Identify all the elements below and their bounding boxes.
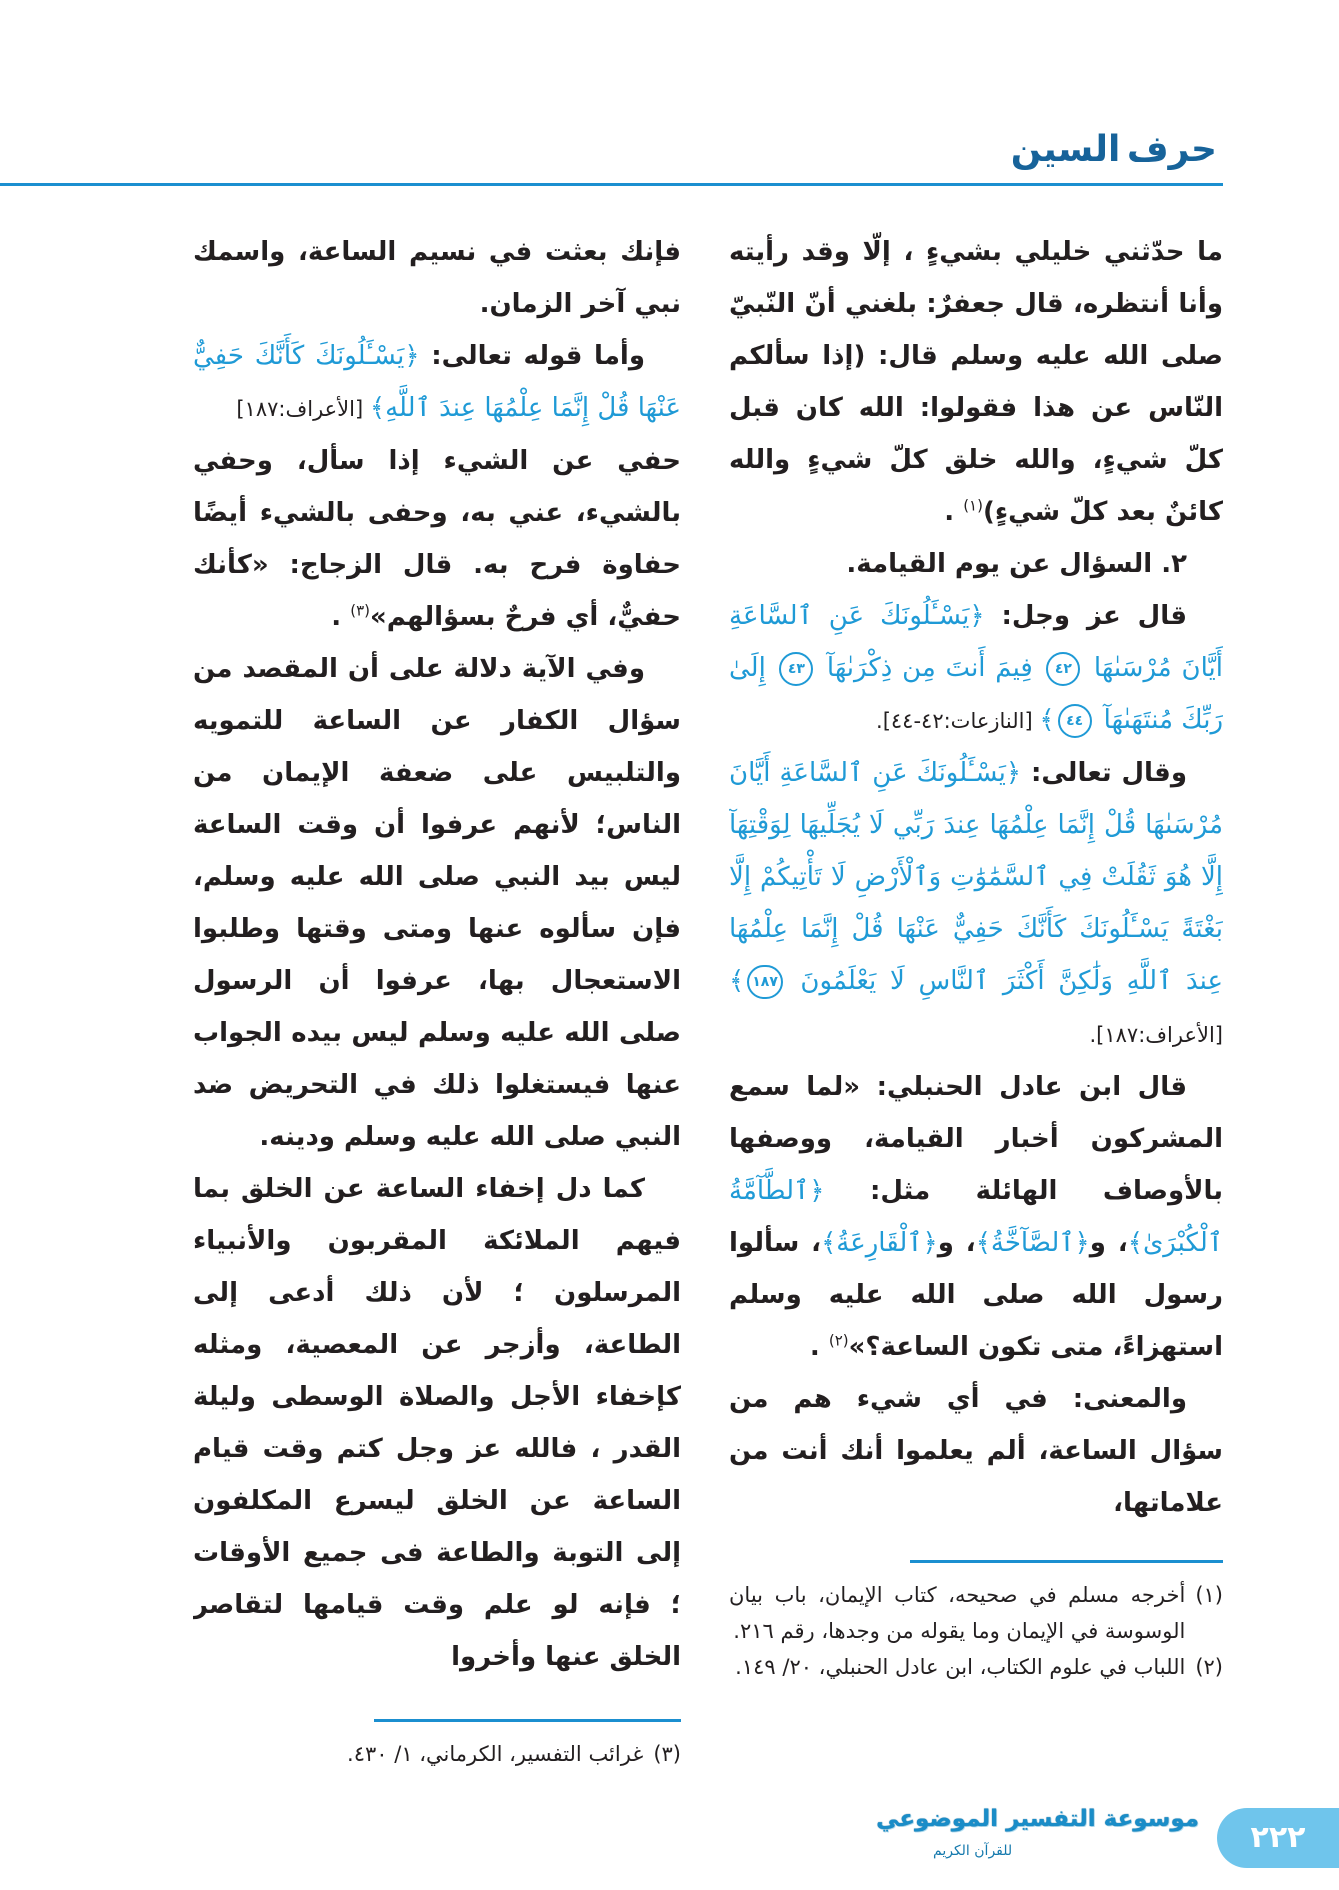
body-paragraph: وفي الآية دلالة على أن المقصد من سؤال الكفار عن الساعة للتمويه والتلبيس على ضعفة الإيمان من الناس؛ لأنهم عرفوا أن وقت الساعة ليس بيد النبي صلى الله عليه وسلم، فإن سألوه عنها ومتى وقتها وطلبوا الاستعجال بها، عرفوا أن الرسول صلى الله عليه وسلم ليس بيده الجواب عنها فيستغلوا ذلك في التحريض ضد النبي صلى الله عليه وسلم ودينه.	[193, 654, 681, 1152]
verse-intro: وقال تعالى:	[1021, 758, 1187, 788]
header-rule	[0, 183, 1223, 186]
logo-subtitle: للقرآن الكريم	[933, 1843, 1013, 1859]
definition-text: حفي عن الشيء إذا سأل، وحفي بالشيء، عني به، وحفى بالشيء أيضًا حفاوة فرح به. قال الزجاج: «كأنك حفيٌّ، أي فرحٌ بسؤالهم»	[193, 446, 681, 632]
verse-intro: قال عز وجل:	[984, 601, 1187, 631]
quote-rest: ، سألوا رسول الله صلى الله عليه وسلم استهزاءً، متى تكون الساعة؟»	[729, 1228, 1223, 1362]
separator-text: ، و	[937, 1228, 976, 1258]
section-heading: ٢. السؤال عن يوم القيامة.	[846, 549, 1187, 579]
chapter-header-title: حرف السين	[1010, 129, 1217, 170]
footnote-item	[193, 1736, 681, 1772]
ibn-adil-quote-paragraph	[729, 1061, 1223, 1373]
footnote-text: أخرجه مسلم في صحيحه، كتاب الإيمان، باب بيان الوسوسة في الإيمان وما يقوله من وجدها، رقم ٢١٦.	[729, 1583, 1186, 1643]
continuation-paragraph: فإنك بعثت في نسيم الساعة، واسمك نبي آخر الزمان.	[193, 237, 681, 319]
quran-term: ﴿ٱلصَّآخَّةُ﴾	[975, 1228, 1090, 1258]
ayah-number-marker: ١٨٧	[747, 965, 783, 999]
left-column	[193, 226, 681, 1700]
footnote-text: غرائب التفسير، الكرماني، ١/ ٤٣٠.	[347, 1742, 644, 1766]
quran-verse: إِلَىٰ رَبِّكَ مُنتَهَىٰهَآ	[729, 653, 1223, 735]
right-column	[729, 226, 1223, 1551]
body-paragraph: كما دل إخفاء الساعة عن الخلق بما فيهم الملائكة المقربون والأنبياء المرسلون ؛ لأن ذلك أدعى إلى الطاعة، وأزجر عن المعصية، ومثله كإخفاء الأجل والصلاة الوسطى وليلة القدر ، فالله عز وجل كتم وقت قيام الساعة عن الخلق ليسرع المكلفون إلى التوبة والطاعة فى جميع الأوقات ؛ فإنه لو علم وقت قيامها لتقاصر الخلق عنها وأخروا	[193, 1174, 681, 1672]
footnote-number: (٢)	[1195, 1655, 1223, 1679]
quran-verse: ﴿يَسْـَٔلُونَكَ عَنِ ٱلسَّاعَةِ أَيَّانَ مُرْسَىٰهَا	[729, 601, 1223, 683]
verse-paragraph	[193, 330, 681, 435]
definition-paragraph	[193, 435, 681, 643]
surah-citation: [النازعات:٤٢-٤٤].	[876, 709, 1040, 733]
hadith-text: ما حدّثني خليلي بشيءٍ ، إلّا وقد رأيته وأنا أنتظره، قال جعفرٌ: بلغني أنّ النّبيّ صلى الله عليه وسلم قال: (إذا سألكم النّاس عن هذا فقولوا: الله كان قبل كلّ شيءٍ، والله خلق كلّ شيءٍ والله كائنٌ بعد كلّ شيءٍ)	[729, 237, 1223, 527]
footnote-ref-3: (٣)	[350, 601, 370, 620]
footnote-item	[729, 1649, 1223, 1685]
right-footnotes	[729, 1560, 1223, 1685]
footnote-number: (١)	[1195, 1583, 1223, 1607]
verse-close-bracket: ﴾	[729, 966, 745, 996]
quran-term: ﴿ٱلطَّآمَّةُ ٱلْكُبْرَىٰ﴾	[729, 1176, 1223, 1258]
quran-verse: ﴿يَسْـَٔلُونَكَ كَأَنَّكَ حَفِيٌّ عَنْهَا قُلْ إِنَّمَا عِلْمُهَا عِندَ ٱللَّهِ﴾	[193, 341, 681, 423]
paragraph-end: .	[809, 1332, 829, 1362]
footnote-separator	[910, 1560, 1223, 1563]
araf-verse-paragraph	[729, 747, 1223, 1061]
footnote-text: اللباب في علوم الكتاب، ابن عادل الحنبلي، ٢٠/ ١٤٩.	[735, 1655, 1186, 1679]
verse-intro: وأما قوله تعالى:	[419, 341, 645, 371]
quran-verse: فِيمَ أَنتَ مِن ذِكْرَىٰهَآ	[826, 653, 1033, 683]
meaning-paragraph: والمعنى: في أي شيء هم من سؤال الساعة، ألم يعلموا أنك أنت من علاماتها،	[729, 1384, 1223, 1518]
footnote-item	[729, 1577, 1223, 1649]
naziat-verse-paragraph	[729, 590, 1223, 747]
verse-close-bracket: ﴾	[1039, 705, 1055, 735]
hadith-paragraph	[729, 226, 1223, 538]
left-footnotes	[193, 1719, 681, 1772]
quote-intro: قال ابن عادل الحنبلي: «لما سمع المشركون أخبار القيامة، ووصفها بالأوصاف الهائلة مثل:	[729, 1072, 1223, 1206]
ayah-number-marker: ٤٤	[1058, 704, 1092, 738]
ayah-number-marker: ٤٢	[1046, 652, 1080, 686]
paragraph-end: .	[944, 497, 964, 527]
logo-title: موسوعة التفسير الموضوعي	[876, 1806, 1199, 1832]
surah-citation: [الأعراف:١٨٧]	[236, 397, 370, 421]
footnote-ref-2: (٢)	[828, 1331, 849, 1350]
separator-text: ، و	[1089, 1228, 1128, 1258]
surah-citation: [الأعراف:١٨٧].	[1089, 1023, 1223, 1047]
quran-term: ﴿ٱلْقَارِعَةُ﴾	[821, 1228, 938, 1258]
paragraph-end: .	[331, 602, 351, 632]
encyclopedia-logo	[876, 1798, 1199, 1862]
footnote-separator	[374, 1719, 681, 1722]
ayah-number-marker: ٤٣	[779, 652, 813, 686]
footnote-ref-1: (١)	[963, 496, 983, 515]
quran-verse: ﴿يَسْـَٔلُونَكَ عَنِ ٱلسَّاعَةِ أَيَّانَ مُرْسَىٰهَا قُلْ إِنَّمَا عِلْمُهَا عِندَ رَبِّي لَا يُجَلِّيهَا لِوَقْتِهَآ إِلَّا هُوَ ثَقُلَتْ فِي ٱلسَّمَٰوَٰتِ وَٱلْأَرْضِ لَا تَأْتِيكُمْ إِلَّا بَغْتَةً يَسْـَٔلُونَكَ كَأَنَّكَ حَفِيٌّ عَنْهَا قُلْ إِنَّمَا عِلْمُهَا عِندَ ٱللَّهِ وَلَٰكِنَّ أَكْثَرَ ٱلنَّاسِ لَا يَعْلَمُونَ	[729, 758, 1223, 996]
footnote-number: (٣)	[653, 1742, 681, 1766]
page-number-badge: ٢٢٢	[1217, 1808, 1339, 1868]
